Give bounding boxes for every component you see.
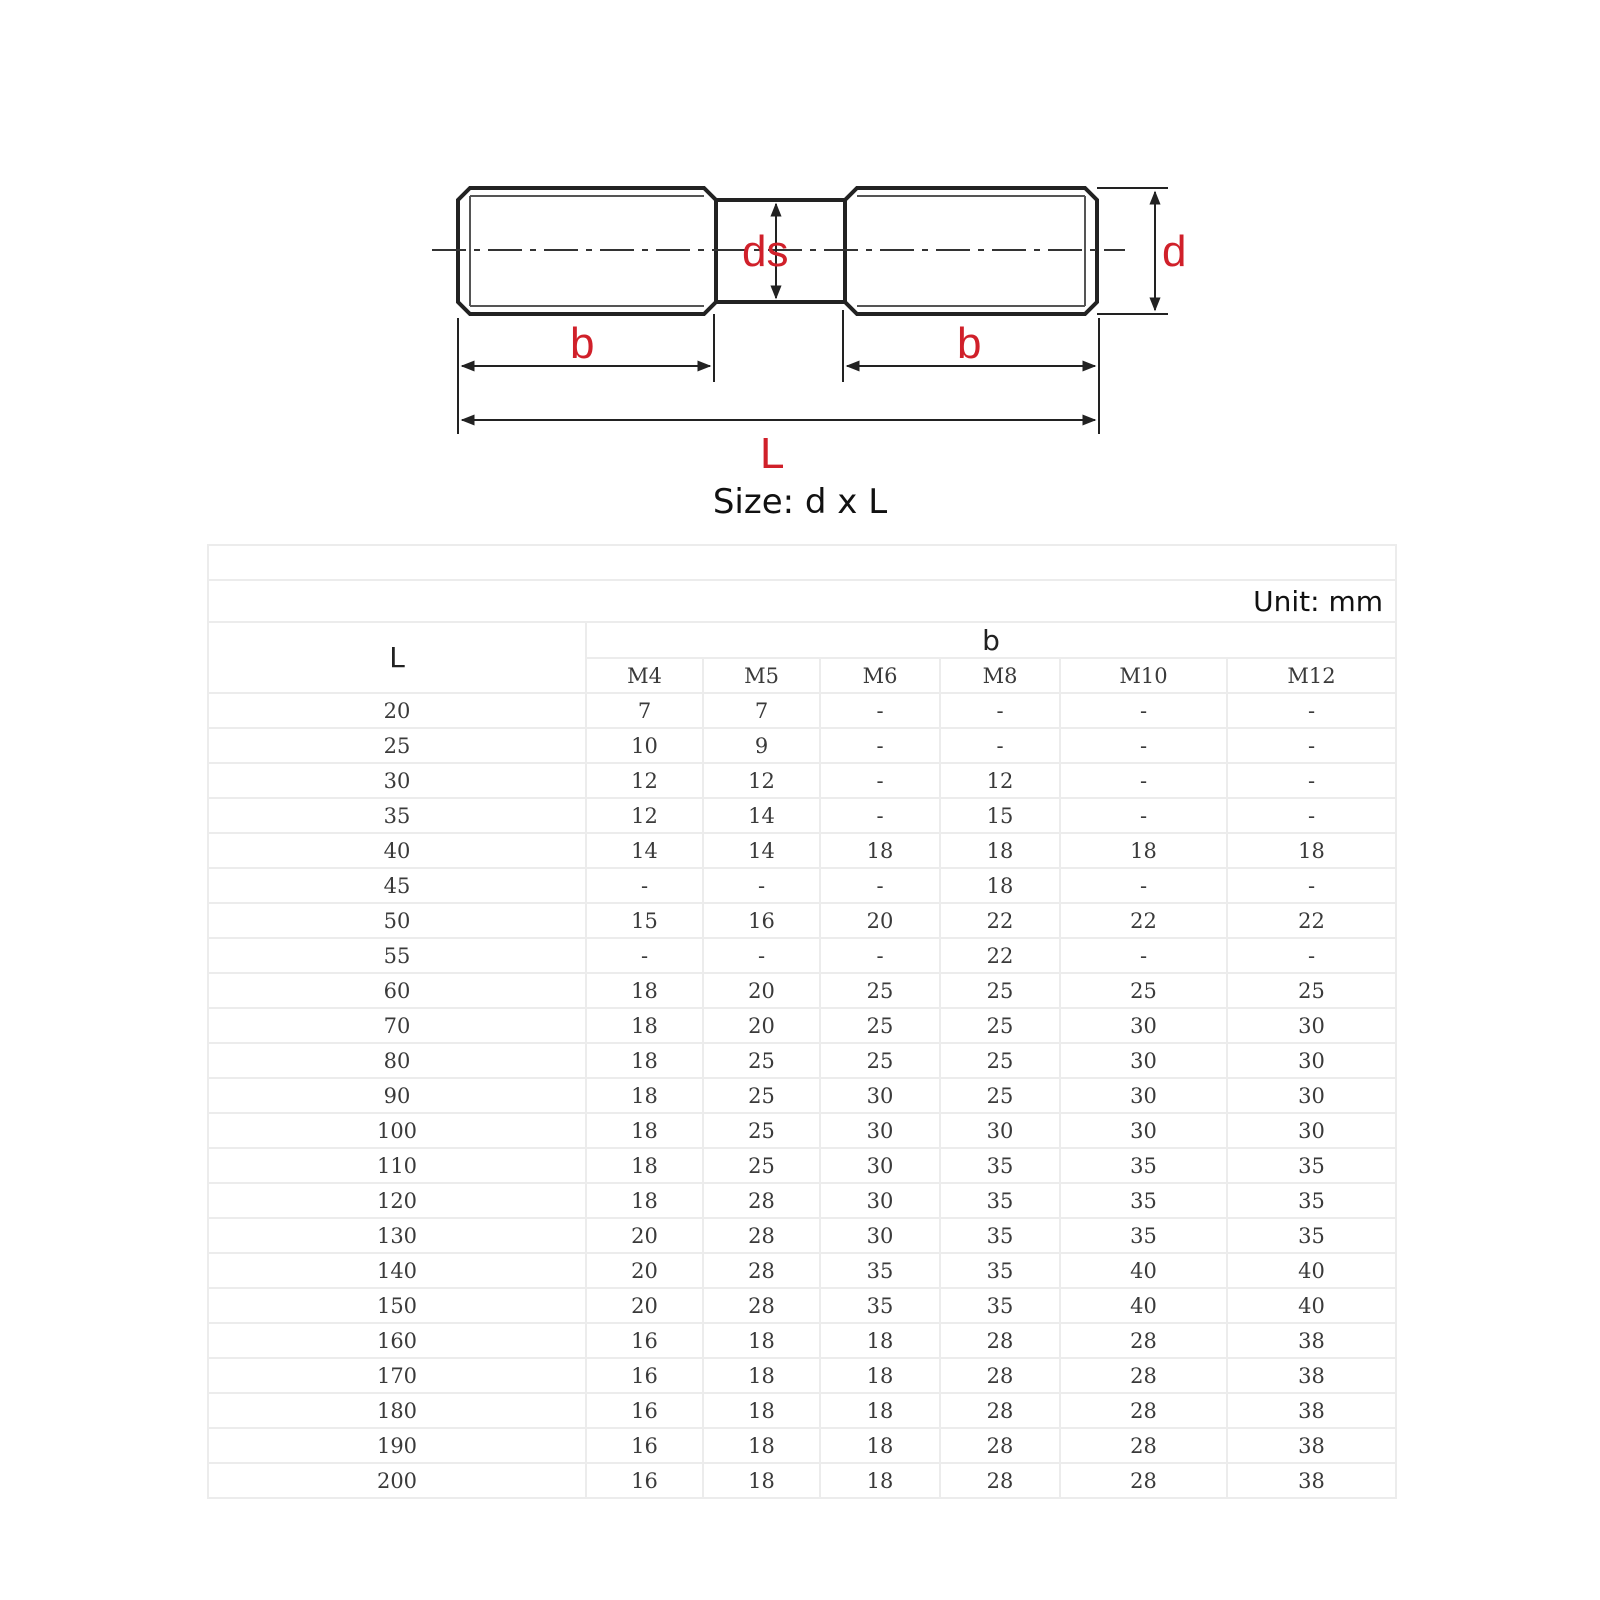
thread-length-cell: 25: [820, 1008, 940, 1043]
thread-length-cell: 18: [820, 1358, 940, 1393]
length-cell: 110: [208, 1148, 586, 1183]
thread-length-cell: 28: [940, 1393, 1060, 1428]
b-right-label: b: [957, 319, 982, 368]
table-header-row: [208, 622, 1396, 658]
thread-length-cell: 25: [703, 1043, 820, 1078]
thread-length-cell: 30: [1060, 1078, 1227, 1113]
thread-length-cell: 10: [586, 728, 703, 763]
length-cell: 40: [208, 833, 586, 868]
thread-length-cell: 9: [703, 728, 820, 763]
length-cell: 90: [208, 1078, 586, 1113]
unit-label: Unit: mm: [208, 580, 1396, 622]
thread-length-cell: 15: [940, 798, 1060, 833]
thread-length-cell: -: [1060, 798, 1227, 833]
size-column-header: M6: [820, 658, 940, 693]
thread-length-cell: 25: [940, 1043, 1060, 1078]
length-cell: 120: [208, 1183, 586, 1218]
thread-length-cell: 30: [820, 1078, 940, 1113]
thread-length-cell: 20: [586, 1218, 703, 1253]
length-cell: 70: [208, 1008, 586, 1043]
thread-length-cell: 25: [703, 1113, 820, 1148]
thread-length-cell: -: [1060, 868, 1227, 903]
thread-length-cell: 28: [703, 1253, 820, 1288]
thread-length-cell: 30: [1060, 1043, 1227, 1078]
thread-length-cell: 28: [940, 1323, 1060, 1358]
table-row: [208, 938, 1396, 973]
thread-length-cell: 40: [1060, 1253, 1227, 1288]
size-column-header: M8: [940, 658, 1060, 693]
thread-length-cell: 35: [1227, 1218, 1396, 1253]
thread-length-cell: 30: [1227, 1008, 1396, 1043]
thread-length-cell: 20: [820, 903, 940, 938]
thread-length-cell: 35: [820, 1253, 940, 1288]
thread-length-cell: 18: [586, 1078, 703, 1113]
stud-bolt-diagram: [0, 0, 1600, 560]
thread-length-cell: 25: [1060, 973, 1227, 1008]
table-row: [208, 1043, 1396, 1078]
thread-length-cell: 16: [586, 1323, 703, 1358]
thread-length-cell: 35: [940, 1148, 1060, 1183]
thread-length-cell: 20: [586, 1253, 703, 1288]
thread-length-cell: 18: [1227, 833, 1396, 868]
thread-length-cell: 16: [586, 1428, 703, 1463]
d-label: d: [1162, 227, 1187, 276]
table-row: [208, 798, 1396, 833]
thread-length-cell: 16: [586, 1463, 703, 1498]
thread-length-cell: 35: [940, 1253, 1060, 1288]
thread-length-cell: 18: [703, 1463, 820, 1498]
thread-length-cell: 14: [703, 798, 820, 833]
thread-length-cell: 25: [703, 1148, 820, 1183]
thread-length-cell: 18: [820, 1323, 940, 1358]
thread-length-cell: 30: [1227, 1113, 1396, 1148]
thread-length-cell: 35: [940, 1183, 1060, 1218]
thread-length-cell: 28: [940, 1358, 1060, 1393]
thread-length-cell: -: [586, 868, 703, 903]
L-column-header: L: [208, 622, 586, 693]
thread-length-cell: 18: [820, 833, 940, 868]
length-cell: 30: [208, 763, 586, 798]
thread-length-cell: -: [1227, 938, 1396, 973]
thread-length-cell: 35: [1060, 1148, 1227, 1183]
thread-length-cell: -: [820, 763, 940, 798]
ds-label: ds: [742, 227, 789, 276]
thread-length-cell: 30: [820, 1148, 940, 1183]
table-row: [208, 1218, 1396, 1253]
thread-length-cell: 28: [1060, 1323, 1227, 1358]
thread-length-cell: -: [1060, 728, 1227, 763]
size-column-header: M4: [586, 658, 703, 693]
length-cell: 60: [208, 973, 586, 1008]
thread-length-cell: 16: [586, 1358, 703, 1393]
spec-table: [207, 544, 1397, 1499]
b-group-header: b: [586, 622, 1396, 658]
table-row: [208, 1078, 1396, 1113]
thread-length-cell: -: [820, 728, 940, 763]
thread-length-cell: 14: [586, 833, 703, 868]
table-unit-row: [208, 580, 1396, 622]
thread-length-cell: -: [1060, 763, 1227, 798]
length-cell: 200: [208, 1463, 586, 1498]
thread-length-cell: -: [1060, 938, 1227, 973]
thread-length-cell: 20: [703, 1008, 820, 1043]
thread-length-cell: 28: [1060, 1463, 1227, 1498]
thread-length-cell: -: [703, 868, 820, 903]
table-row: [208, 833, 1396, 868]
thread-length-cell: -: [1060, 693, 1227, 728]
thread-length-cell: -: [820, 798, 940, 833]
length-cell: 25: [208, 728, 586, 763]
thread-length-cell: 30: [1227, 1043, 1396, 1078]
thread-length-cell: 28: [703, 1218, 820, 1253]
length-cell: 190: [208, 1428, 586, 1463]
thread-length-cell: 7: [703, 693, 820, 728]
thread-length-cell: -: [703, 938, 820, 973]
thread-length-cell: 18: [820, 1428, 940, 1463]
table-row: [208, 1358, 1396, 1393]
thread-length-cell: -: [940, 693, 1060, 728]
table-row: [208, 1463, 1396, 1498]
thread-length-cell: -: [940, 728, 1060, 763]
table-row: [208, 1393, 1396, 1428]
thread-length-cell: 35: [940, 1288, 1060, 1323]
thread-length-cell: 18: [586, 1113, 703, 1148]
thread-length-cell: 25: [940, 973, 1060, 1008]
thread-length-cell: 20: [586, 1288, 703, 1323]
length-cell: 100: [208, 1113, 586, 1148]
thread-length-cell: 28: [703, 1183, 820, 1218]
thread-length-cell: 22: [1227, 903, 1396, 938]
thread-length-cell: 12: [703, 763, 820, 798]
thread-length-cell: 30: [820, 1218, 940, 1253]
thread-length-cell: -: [1227, 798, 1396, 833]
thread-length-cell: 18: [703, 1358, 820, 1393]
thread-length-cell: 28: [940, 1428, 1060, 1463]
table-blank-row: [208, 545, 1396, 580]
thread-length-cell: 38: [1227, 1358, 1396, 1393]
table-row: [208, 1183, 1396, 1218]
thread-length-cell: 35: [1060, 1218, 1227, 1253]
thread-length-cell: 18: [1060, 833, 1227, 868]
thread-length-cell: 15: [586, 903, 703, 938]
thread-length-cell: -: [820, 868, 940, 903]
thread-length-cell: 25: [703, 1078, 820, 1113]
size-column-header: M12: [1227, 658, 1396, 693]
thread-length-cell: 18: [586, 1043, 703, 1078]
thread-length-cell: 16: [703, 903, 820, 938]
thread-length-cell: -: [1227, 693, 1396, 728]
thread-length-cell: 35: [820, 1288, 940, 1323]
thread-length-cell: 18: [703, 1393, 820, 1428]
thread-length-cell: 28: [1060, 1428, 1227, 1463]
thread-length-cell: 30: [820, 1183, 940, 1218]
table-row: [208, 868, 1396, 903]
thread-length-cell: 35: [940, 1218, 1060, 1253]
thread-length-cell: 18: [820, 1463, 940, 1498]
thread-length-cell: 22: [1060, 903, 1227, 938]
thread-length-cell: -: [820, 693, 940, 728]
thread-length-cell: 12: [586, 763, 703, 798]
table-body: [208, 693, 1396, 1498]
thread-length-cell: 18: [586, 1008, 703, 1043]
thread-length-cell: 28: [1060, 1358, 1227, 1393]
table-row: [208, 1148, 1396, 1183]
length-cell: 50: [208, 903, 586, 938]
length-cell: 35: [208, 798, 586, 833]
table-row: [208, 903, 1396, 938]
thread-length-cell: -: [586, 938, 703, 973]
thread-length-cell: 12: [940, 763, 1060, 798]
b-left-label: b: [570, 319, 595, 368]
table-row: [208, 728, 1396, 763]
thread-length-cell: 38: [1227, 1393, 1396, 1428]
thread-length-cell: 25: [940, 1008, 1060, 1043]
thread-length-cell: -: [1227, 728, 1396, 763]
L-label: L: [760, 429, 785, 478]
table-row: [208, 693, 1396, 728]
length-cell: 160: [208, 1323, 586, 1358]
length-cell: 130: [208, 1218, 586, 1253]
thread-length-cell: 38: [1227, 1428, 1396, 1463]
thread-length-cell: 40: [1060, 1288, 1227, 1323]
thread-length-cell: 12: [586, 798, 703, 833]
thread-length-cell: 18: [820, 1393, 940, 1428]
thread-length-cell: 18: [703, 1428, 820, 1463]
thread-length-cell: 25: [820, 1043, 940, 1078]
thread-length-cell: 28: [1060, 1393, 1227, 1428]
table-row: [208, 1253, 1396, 1288]
thread-length-cell: 38: [1227, 1463, 1396, 1498]
thread-length-cell: 40: [1227, 1253, 1396, 1288]
size-column-header: M5: [703, 658, 820, 693]
thread-length-cell: 40: [1227, 1288, 1396, 1323]
thread-length-cell: 30: [1227, 1078, 1396, 1113]
thread-length-cell: 30: [820, 1113, 940, 1148]
thread-length-cell: 18: [940, 868, 1060, 903]
size-column-header: M10: [1060, 658, 1227, 693]
thread-length-cell: 18: [586, 1183, 703, 1218]
thread-length-cell: 28: [940, 1463, 1060, 1498]
thread-length-cell: 18: [586, 1148, 703, 1183]
thread-length-cell: 38: [1227, 1323, 1396, 1358]
thread-length-cell: 22: [940, 903, 1060, 938]
length-cell: 55: [208, 938, 586, 973]
thread-length-cell: -: [1227, 868, 1396, 903]
thread-length-cell: 7: [586, 693, 703, 728]
length-cell: 150: [208, 1288, 586, 1323]
table-row: [208, 1008, 1396, 1043]
length-cell: 45: [208, 868, 586, 903]
thread-length-cell: -: [820, 938, 940, 973]
thread-length-cell: -: [1227, 763, 1396, 798]
thread-length-cell: 22: [940, 938, 1060, 973]
thread-length-cell: 18: [940, 833, 1060, 868]
length-cell: 20: [208, 693, 586, 728]
thread-length-cell: 25: [940, 1078, 1060, 1113]
table-row: [208, 973, 1396, 1008]
thread-length-cell: 35: [1060, 1183, 1227, 1218]
length-cell: 140: [208, 1253, 586, 1288]
table-row: [208, 1288, 1396, 1323]
size-caption: Size: d x L: [712, 482, 888, 522]
thread-length-cell: 18: [703, 1323, 820, 1358]
thread-length-cell: 25: [1227, 973, 1396, 1008]
thread-length-cell: 30: [940, 1113, 1060, 1148]
table-row: [208, 1323, 1396, 1358]
thread-length-cell: 14: [703, 833, 820, 868]
thread-length-cell: 35: [1227, 1183, 1396, 1218]
length-cell: 170: [208, 1358, 586, 1393]
thread-length-cell: 16: [586, 1393, 703, 1428]
table-row: [208, 1428, 1396, 1463]
length-cell: 80: [208, 1043, 586, 1078]
thread-length-cell: 30: [1060, 1113, 1227, 1148]
thread-length-cell: 28: [703, 1288, 820, 1323]
thread-length-cell: 35: [1227, 1148, 1396, 1183]
thread-length-cell: 20: [703, 973, 820, 1008]
thread-length-cell: 30: [1060, 1008, 1227, 1043]
length-cell: 180: [208, 1393, 586, 1428]
thread-length-cell: 25: [820, 973, 940, 1008]
table-row: [208, 1113, 1396, 1148]
thread-length-cell: 18: [586, 973, 703, 1008]
table-row: [208, 763, 1396, 798]
